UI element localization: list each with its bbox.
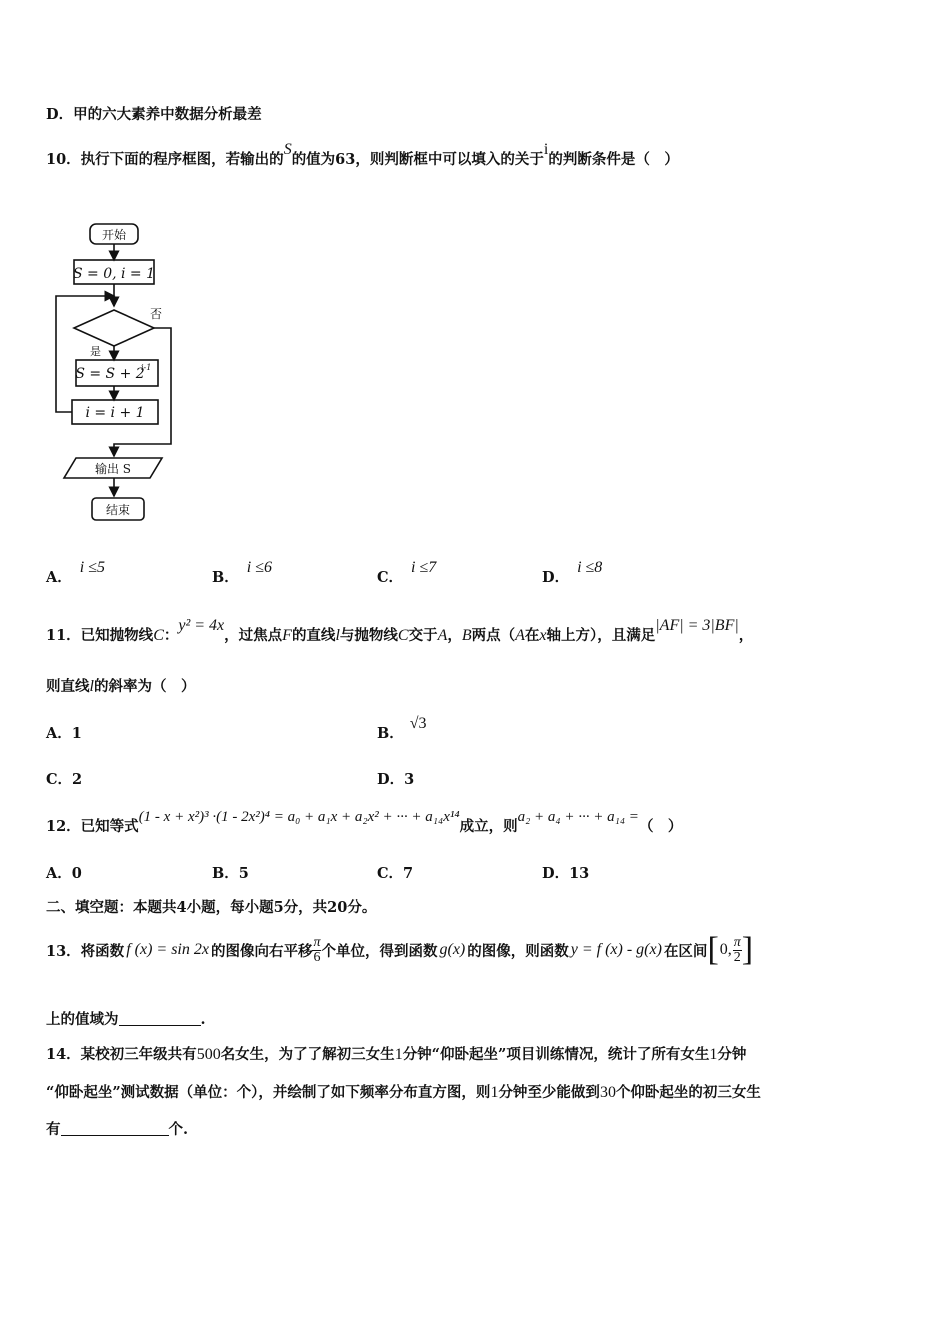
flow-decision: [74, 310, 154, 346]
q10-suffix: 的判断条件是（ ）: [548, 151, 679, 168]
flow-start-label: 开始: [101, 228, 127, 242]
q10-prefix: 10．执行下面的程序框图，若输出的: [46, 151, 284, 168]
q11-option-c: C．2: [46, 771, 83, 788]
q13-interval-fraction: $\frac{\pi}{2}$: [733, 934, 741, 965]
q10-option-b: B．i ≤6: [212, 559, 272, 586]
flow-output-label: 输出 S: [94, 462, 132, 476]
q12-expression: a₂ + a₄ + ··· + a₁₄ =: [517, 809, 639, 825]
q13-shift-fraction: $\frac{\pi}{6}$: [313, 934, 321, 965]
flow-update-s-label: S = S + 2: [75, 366, 145, 382]
q10-var-s: S: [283, 141, 292, 158]
flow-end-label: 结束: [105, 503, 131, 517]
q12-option-d: D．13: [542, 865, 590, 882]
q12-option-a: A．0: [46, 865, 82, 882]
q11-stem-line1: 11．已知抛物线C：y² = 4x，过焦点F的直线l与抛物线C交于A，B两点（A在x轴上方），且满足|AF| = 3|BF|，: [46, 617, 754, 644]
q10-stem: [46, 141, 679, 169]
q13-line2: 上的值域为 .: [46, 1011, 206, 1028]
q11-condition: |AF| = 3|BF|: [655, 617, 739, 634]
q14-line1: 14．某校初三年级共有500名女生，为了了解初三女生1分钟“仰卧起坐”项目训练情况，统计了所有女生1分钟: [46, 1046, 747, 1063]
q10-option-d: D．i ≤8: [542, 559, 603, 586]
q13-answer-blank[interactable]: [119, 1011, 201, 1026]
q13-interval-left-bracket: [: [707, 931, 719, 968]
q12-option-c: C．7: [377, 865, 414, 882]
q13-stem: 13．将函数 f (x) = sin 2x 的图像向右平移 $\frac{\pi}{6}$ 个单位，得到函数 g(x) 的图像，则函数 y = f (x) - g(x) 在区间 [ 0, $\frac{\pi}{2}$ ]: [46, 931, 754, 968]
flow-no-label: 否: [150, 307, 163, 321]
q13-interval-right-bracket: ]: [741, 931, 754, 968]
flow-init-label: S = 0, i = 1: [72, 266, 156, 282]
section2-title: 二、填空题：本题共4小题，每小题5分，共20分。: [46, 899, 377, 916]
q12-option-b: B．5: [212, 865, 249, 882]
q10-var-i: i: [543, 141, 549, 158]
flow-yes-label: 是: [90, 345, 101, 358]
q11-option-a: A．1: [46, 725, 82, 742]
q10-option-c: C．i ≤7: [377, 559, 437, 586]
q10-option-a: A．i ≤5: [46, 559, 105, 586]
q11-option-d: D．3: [377, 771, 415, 788]
q14-line2: “仰卧起坐”测试数据（单位：个），并绘制了如下频率分布直方图，则1分钟至少能做到30个仰卧起坐的初三女生: [46, 1084, 761, 1101]
flow-update-i-label: i = i + 1: [85, 405, 145, 421]
q12-equation: (1 - x + x²)³ ·(1 - 2x²)⁴ = a₀ + a₁x + a₂x² + ··· + a₁₄x¹⁴: [138, 809, 460, 825]
q11-stem-line2: 则直线l的斜率为（ ）: [46, 678, 196, 695]
q11-option-b: B．√3: [377, 715, 427, 742]
q9-option-d: D．甲的六大素养中数据分析最差: [46, 106, 262, 123]
q14-line3: 有 个.: [46, 1121, 189, 1138]
q10-flowchart: [50, 212, 190, 527]
flow-update-s-exp: i-1: [141, 363, 152, 372]
q12-stem: 12．已知等式(1 - x + x²)³ ·(1 - 2x²)⁴ = a₀ + a₁x + a₂x² + ··· + a₁₄x¹⁴成立，则a₂ + a₄ + ··· + a₁₄ =（ ）: [46, 809, 683, 835]
q11-parabola-eq: y² = 4x: [178, 617, 225, 634]
q14-answer-blank[interactable]: [61, 1121, 169, 1136]
q10-middle: 的值为63，则判断框中可以填入的关于: [291, 151, 544, 168]
